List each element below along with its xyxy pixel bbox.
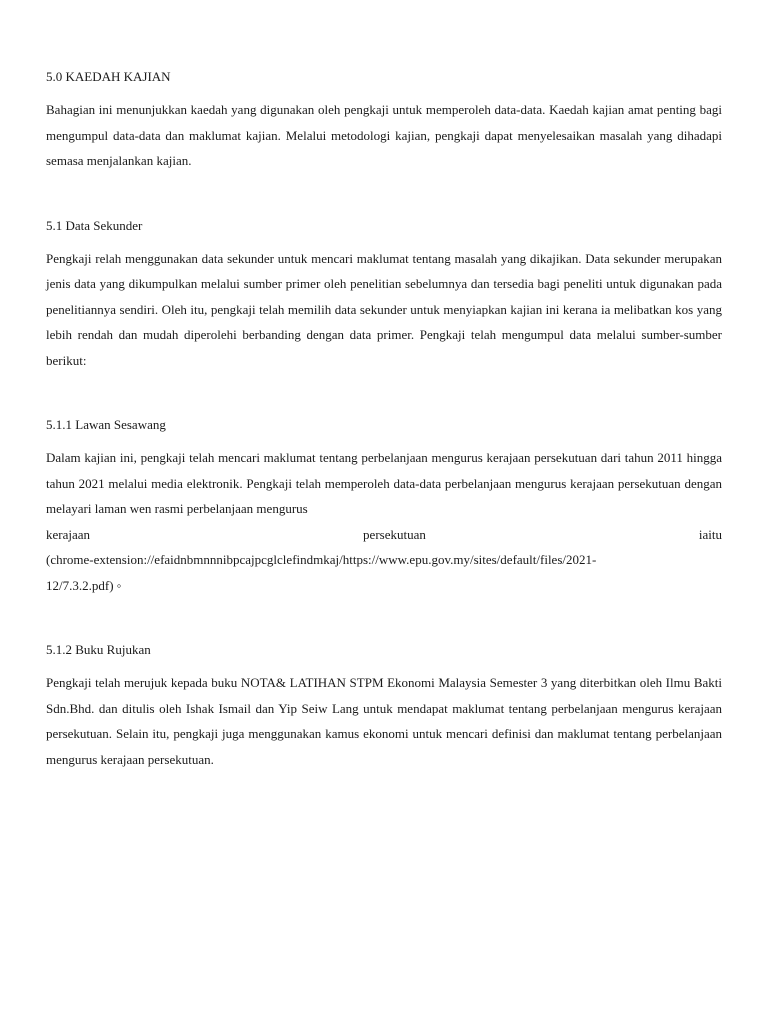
spacer [46, 598, 722, 640]
section-heading: 5.0 KAEDAH KAJIAN [46, 69, 171, 84]
section-lawan-sesawang [46, 415, 722, 598]
spread-word: persekutuan [363, 526, 426, 542]
url-line: 12/7.3.2.pdf) ◦ [46, 577, 122, 593]
spread-word: kerajaan [46, 526, 91, 542]
section-kaedah-kajian [46, 67, 722, 174]
section-heading: 5.1 Data Sekunder [46, 217, 143, 233]
section-body: Pengkaji telah merujuk kepada buku NOTA& LATIHAN STPM Ekonomi Malaysia Semester 3 yang diterbitkan oleh Ilmu Bakti Sdn.Bhd. dan ditulis oleh Ishak Ismail dan Yip Seiw Lang untuk mendapat maklumat tentang perbelanjaan mengurus kerajaan persekutuan. Selain itu, pengkaji juga menggunakan kamus ekonomi untuk mencari definisi dan maklumat tentang perbelanjaan mengurus kerajaan persekutuan. [46, 675, 722, 767]
spread-line [46, 522, 722, 548]
url-line: (chrome-extension://efaidnbmnnnibpcajpcglclefindmkaj/https://www.epu.gov.my/sites/default/files/2021- [46, 552, 597, 567]
section-body [46, 445, 722, 522]
section-data-sekunder [46, 216, 722, 374]
spacer [46, 174, 722, 216]
section-buku-rujukan [46, 640, 722, 772]
section-heading: 5.1.2 Buku Rujukan [46, 642, 151, 657]
spread-word: iaitu [698, 526, 722, 542]
section-body: Bahagian ini menunjukkan kaedah yang digunakan oleh pengkaji untuk memperoleh data-data. Kaedah kajian amat penting bagi mengumpul data-data dan maklumat kajian. Melalui metodologi kajian, pengkaji dapat menyelesaikan masalah yang dihadapi semasa menjalankan kajian. [46, 102, 722, 168]
section-body: Pengkaji relah menggunakan data sekunder untuk mencari maklumat tentang masalah yang dikajikan. Data sekunder merupakan jenis data yang dikumpulkan melalui sumber primer oleh penelitian sebelumnya dan tersedia bagi peneliti untuk digunakan pada penelitiannya sendiri. Oleh itu, pengkaji telah memilih data sekunder untuk menyiapkan kajian ini kerana ia melibatkan kos yang lebih rendah dan mudah diperolehi berbanding dengan data primer. Pengkaji telah mengumpul data melalui sumber-sumber berikut: [46, 250, 722, 368]
spacer [46, 373, 722, 415]
document-page [46, 67, 722, 772]
section-heading: 5.1.1 Lawan Sesawang [46, 417, 166, 432]
section-body-text: Dalam kajian ini, pengkaji telah mencari maklumat tentang perbelanjaan mengurus kerajaan persekutuan dari tahun 2011 hingga tahun 2021 melalui media elektronik. Pengkaji telah memperoleh data-data perbelanjaan mengurus kerajaan persekutuan dengan melayari laman wen rasmi perbelanjaan mengurus [46, 450, 722, 516]
